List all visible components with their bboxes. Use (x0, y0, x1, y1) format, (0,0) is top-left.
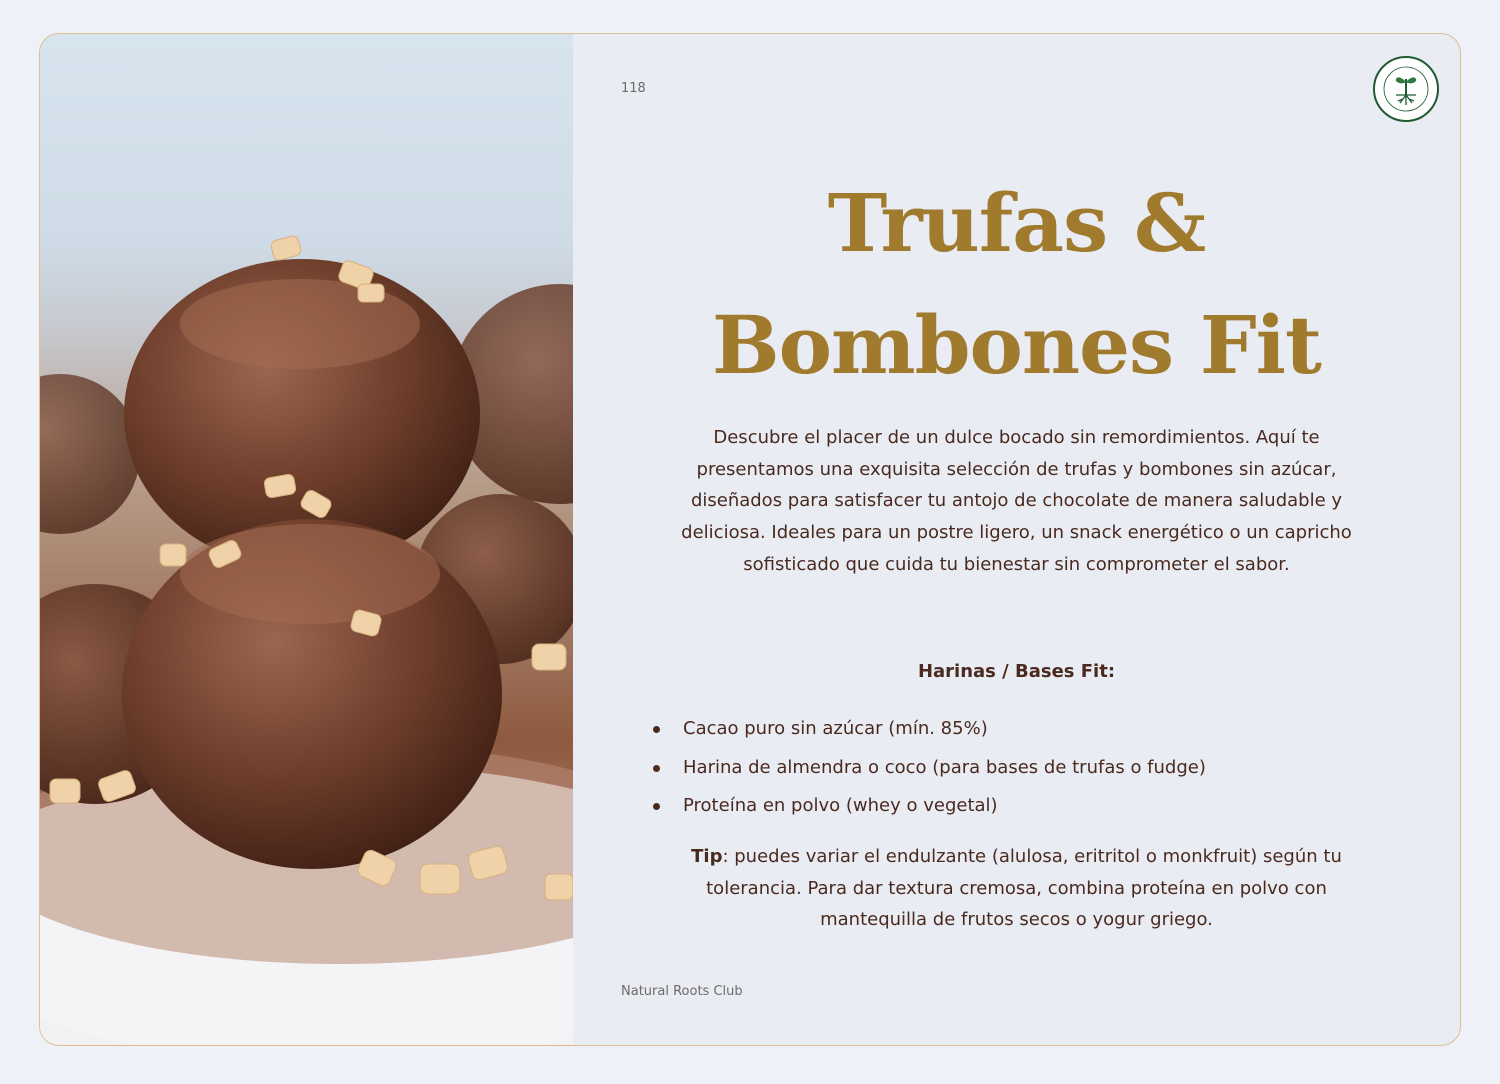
bullet-icon (653, 726, 660, 733)
page-title (573, 162, 1460, 406)
tip-label: Tip (691, 846, 723, 867)
content-panel (573, 34, 1460, 1045)
tip-text: : puedes variar el endulzante (alulosa, eritritol o monkfruit) según tu tolerancia. Para dar textura cremosa, combina proteína en polvo con mantequilla de frutos secos o yogur griego. (706, 846, 1342, 931)
list-item-text: Proteína en polvo (whey o vegetal) (683, 795, 998, 816)
list-item-text: Cacao puro sin azúcar (mín. 85%) (683, 718, 988, 739)
page-number: 118 (621, 81, 646, 96)
bullet-icon (653, 765, 660, 772)
bullet-icon (653, 803, 660, 810)
list-item-text: Harina de almendra o coco (para bases de trufas o fudge) (683, 756, 1206, 778)
page-footer: Natural Roots Club (621, 984, 743, 999)
truffles-illustration (40, 34, 573, 1045)
section-heading: Harinas / Bases Fit: (917, 661, 1116, 682)
title-line-2: Bombones Fit (711, 298, 1321, 392)
title-line-1: Trufas & (827, 176, 1206, 270)
tip-paragraph (663, 841, 1370, 936)
recipe-page-card (39, 33, 1461, 1046)
list-item (649, 749, 1206, 788)
truffles-photo (40, 34, 573, 1045)
ingredient-list (649, 710, 1206, 826)
intro-paragraph: Descubre el placer de un dulce bocado sin remordimientos. Aquí te presentamos una exquisita selección de trufas y bombones sin azúcar, diseñados para satisfacer tu antojo de chocolate de manera saludable y deliciosa. Ideales para un postre ligero, un snack energético o un capricho sofisticado que cuida tu bienestar sin comprometer el sabor. (681, 427, 1352, 575)
sprout-roots-icon (1372, 55, 1440, 123)
natural-roots-logo (1372, 55, 1440, 123)
list-item (649, 787, 1206, 826)
list-item (649, 710, 1206, 749)
